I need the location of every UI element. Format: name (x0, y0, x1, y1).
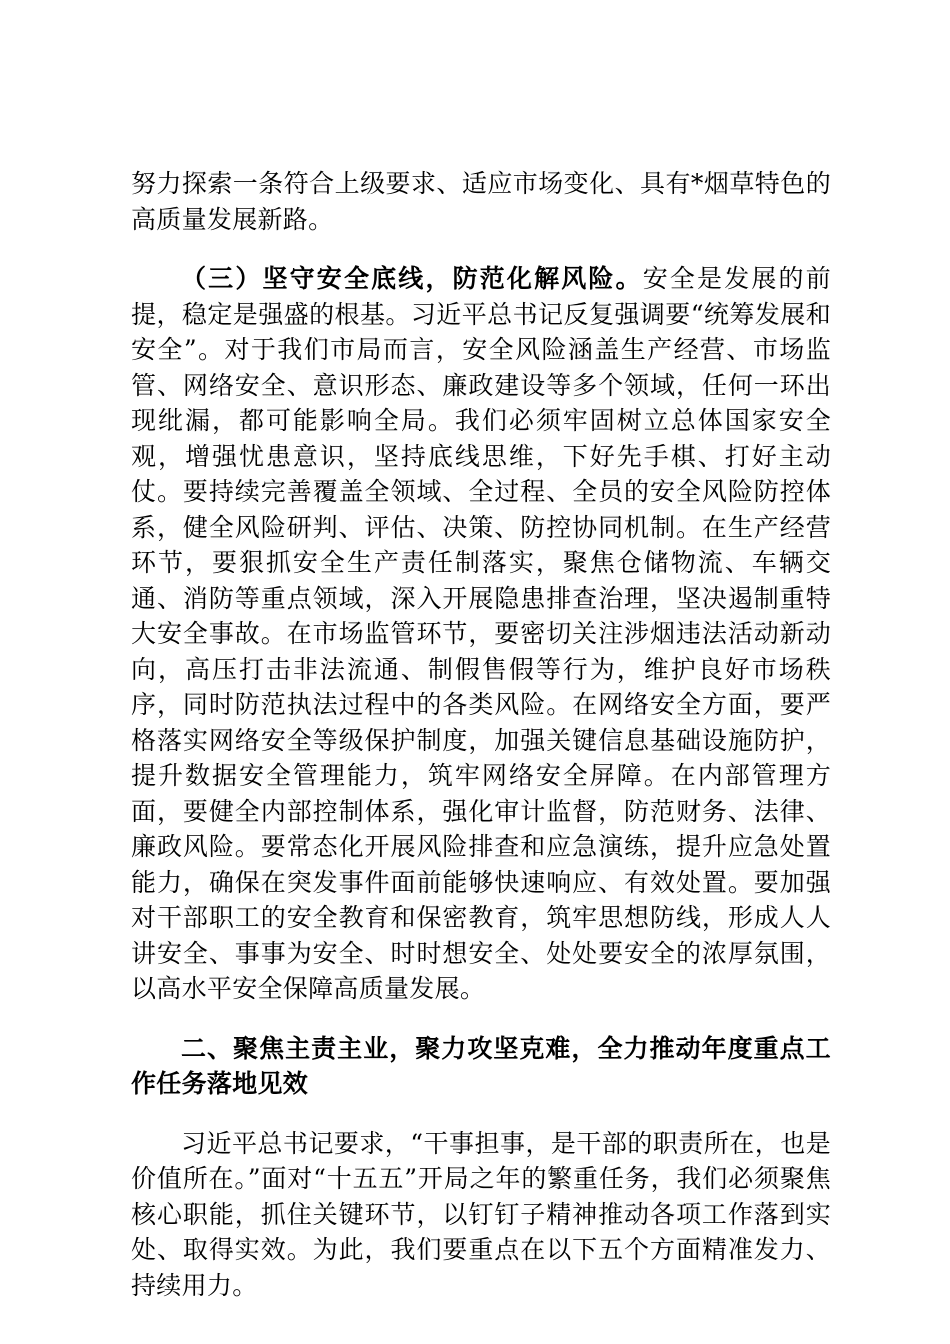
paragraph-safety-body: 安全是发展的前提，稳定是强盛的根基。习近平总书记反复强调要“统筹发展和安全”。对于我们市局而言，安全风险涵盖生产经营、市场监管、网络安全、意识形态、廉政建设等多个领域，任何一环出现纰漏，都可能影响全局。我们必须牢固树立总体国家安全观，增强忧患意识，坚持底线思维，下好先手棋、打好主动仗。要持续完善覆盖全领域、全过程、全员的安全风险防控体系，健全风险研判、评估、决策、防控协同机制。在生产经营环节，要狠抓安全生产责任制落实，聚焦仓储物流、车辆交通、消防等重点领域，深入开展隐患排查治理，坚决遏制重特大安全事故。在市场监管环节，要密切关注涉烟违法活动新动向，高压打击非法流通、制假售假等行为，维护良好市场秩序，同时防范执法过程中的各类风险。在网络安全方面，要严格落实网络安全等级保护制度，加强关键信息基础设施防护，提升数据安全管理能力，筑牢网络安全屏障。在内部管理方面，要健全内部控制体系，强化审计监督，防范财务、法律、廉政风险。要常态化开展风险排查和应急演练，提升应急处置能力，确保在突发事件面前能够快速响应、有效处置。要加强对干部职工的安全教育和保密教育，筑牢思想防线，形成人人讲安全、事事为安全、时时想安全、处处要安全的浓厚氛围，以高水平安全保障高质量发展。 (131, 264, 831, 1003)
document-body (131, 166, 831, 1303)
paragraph-main-tasks-intro: 习近平总书记要求，“干事担事，是干部的职责所在，也是价值所在。”面对“十五五”开局之年的繁重任务，我们必须聚焦核心职能，抓住关键环节，以钉钉子精神推动各项工作落到实处、取得实效。为此，我们要重点在以下五个方面精准发力、持续用力。 (131, 1128, 831, 1300)
paragraph-safety-section (131, 261, 831, 1007)
section-heading-main-tasks: 二、聚焦主责主业，聚力攻坚克难，全力推动年度重点工作任务落地见效 (131, 1033, 831, 1098)
section-heading-safety: （三）坚守安全底线，防范化解风险。 (181, 264, 643, 293)
paragraph-closing-previous: 努力探索一条符合上级要求、适应市场变化、具有*烟草特色的高质量发展新路。 (131, 169, 831, 234)
